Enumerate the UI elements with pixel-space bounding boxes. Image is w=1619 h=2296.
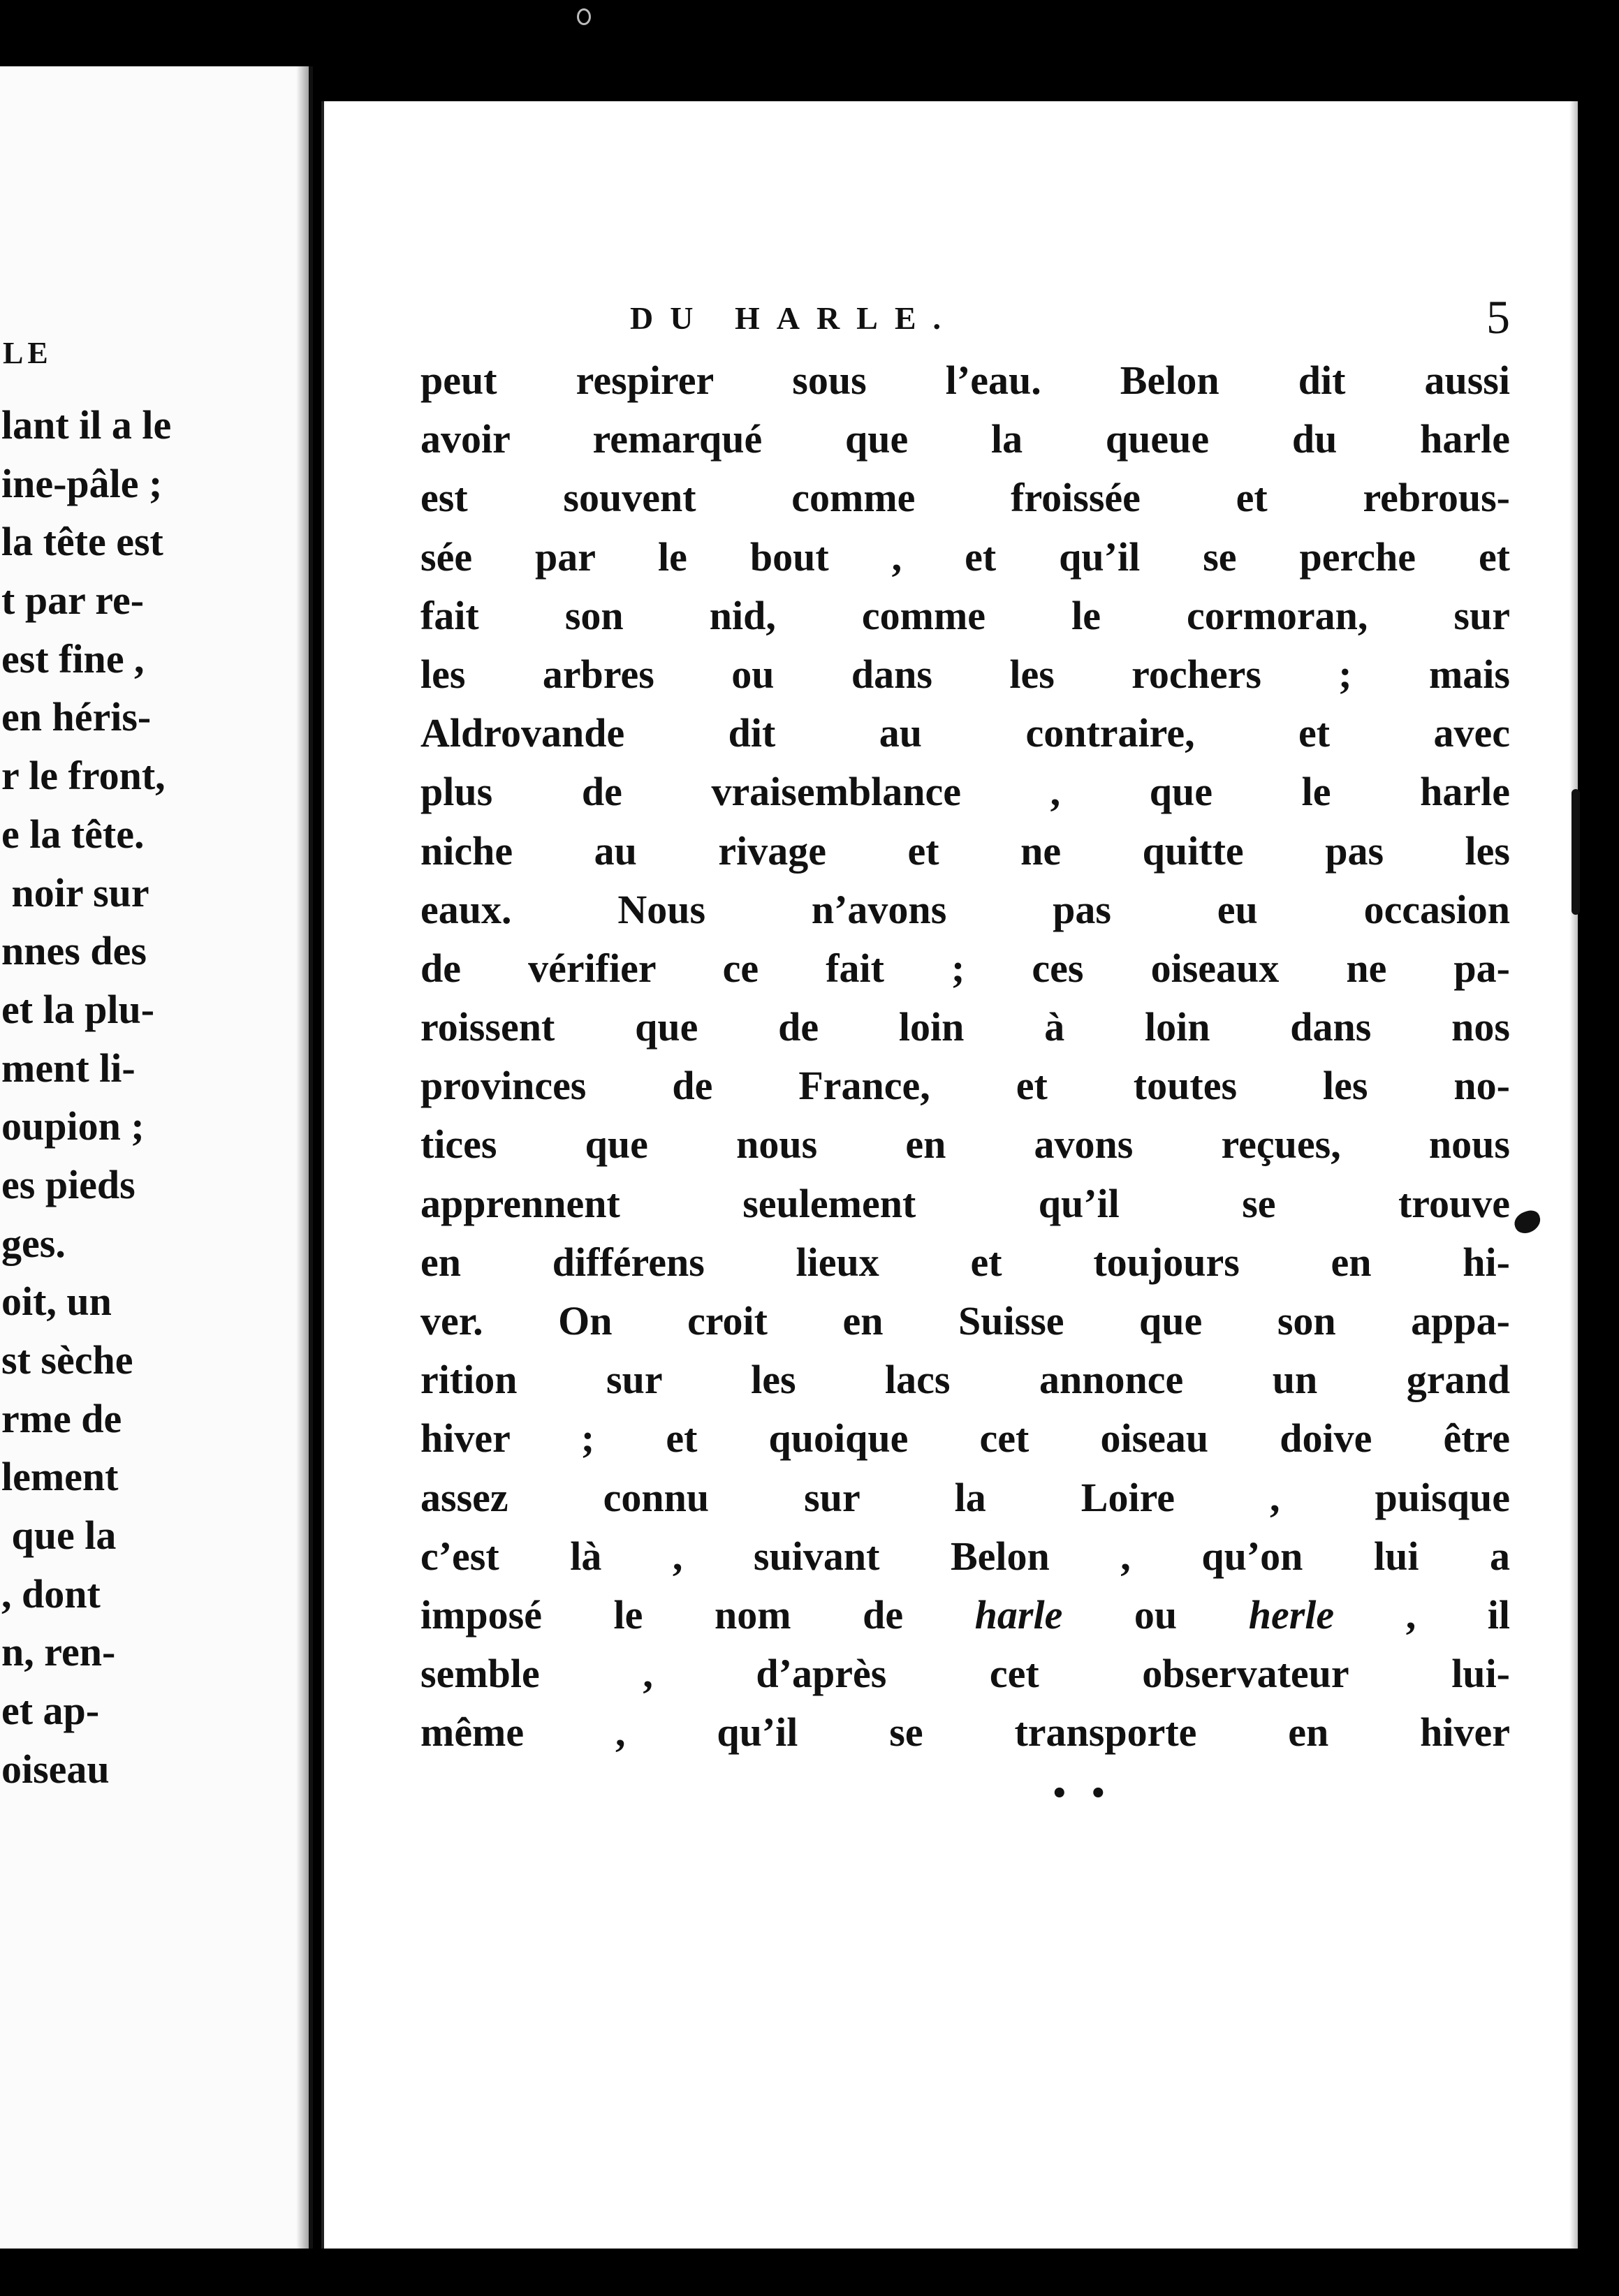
text-line-24: même , qu’il se transporte en hiver — [420, 1709, 1510, 1756]
left-text-line-24: oiseau — [1, 1746, 110, 1792]
text-line-9: niche au rivage et ne quitte pas les — [420, 827, 1510, 874]
left-text-line-1: lant il a le — [1, 402, 172, 448]
running-head — [630, 290, 1510, 346]
left-text-line-7: r le front, — [1, 753, 166, 799]
text-line-13: provinces de France, et toutes les no- — [420, 1063, 1510, 1109]
left-text-line-16: oit, un — [1, 1279, 112, 1325]
text-line-23: semble , d’après cet observateur lui- — [420, 1651, 1510, 1697]
text-line-21: c’est là , suivant Belon , qu’on lui a — [420, 1533, 1510, 1579]
left-text-line-21: , dont — [1, 1570, 101, 1617]
text-line-7: Aldrovande dit au contraire, et avec — [420, 710, 1510, 756]
text-line-20: assez connu sur la Loire , puisque — [420, 1474, 1510, 1520]
left-text-line-17: st sèche — [1, 1337, 133, 1383]
text-line-11: de vérifier ce fait ; ces oiseaux ne pa- — [420, 945, 1510, 991]
left-text-line-8: e la tête. — [1, 811, 145, 857]
text-line-1: peut respirer sous l’eau. Belon dit aussi — [420, 358, 1510, 403]
left-text-line-11: et la plu- — [1, 986, 155, 1032]
italic-word-herle: herle — [1248, 1591, 1335, 1638]
scan-artifact-dot — [577, 8, 591, 25]
left-text-line-23: et ap- — [1, 1688, 100, 1734]
left-text-line-10: nnes des — [1, 928, 147, 974]
left-text-line-15: ges. — [1, 1220, 66, 1266]
left-text-line-3: la tête est — [1, 519, 163, 565]
page-edge-shadow — [1569, 101, 1578, 2249]
left-text-line-6: en héris- — [1, 694, 152, 740]
text-line-10: eaux. Nous n’avons pas eu occasion — [420, 886, 1510, 932]
left-text-line-14: es pieds — [1, 1161, 135, 1207]
left-text-line-19: lement — [1, 1454, 119, 1500]
left-running-head: LE — [3, 336, 52, 370]
text-line-19: hiver ; et quoique cet oiseau doive être — [420, 1415, 1510, 1462]
left-text-line-5: est fine , — [1, 635, 145, 682]
running-title: DU HARLE. — [630, 300, 958, 336]
left-page-fragment — [0, 66, 313, 2249]
scan-edge-mark — [1572, 789, 1580, 915]
signature-mark: • • — [1050, 1777, 1113, 1810]
left-text-line-2: ine-pâle ; — [1, 460, 163, 506]
body-text — [420, 351, 1510, 1763]
text-line-2: avoir remarqué que la queue du harle — [420, 416, 1510, 462]
text-line-6: les arbres ou dans les rochers ; mais — [420, 651, 1510, 697]
left-page-text — [1, 396, 171, 1799]
left-text-line-13: oupion ; — [1, 1103, 145, 1149]
italic-word-harle: harle — [974, 1591, 1063, 1638]
left-text-line-9: noir sur — [1, 869, 149, 915]
text-line-15: apprennent seulement qu’il se trouve — [420, 1180, 1510, 1226]
text-line-5: fait son nid, comme le cormoran, sur — [420, 592, 1510, 638]
left-text-line-22: n, ren- — [1, 1629, 116, 1675]
left-text-line-4: t par re- — [1, 577, 145, 624]
text-line-18: rition sur les lacs annonce un grand — [420, 1357, 1510, 1403]
book-page — [321, 101, 1578, 2249]
text-line-16: en différens lieux et toujours en hi- — [420, 1239, 1510, 1285]
text-line-12: roissent que de loin à loin dans nos — [420, 1004, 1510, 1050]
text-line-4: sée par le bout , et qu’il se perche et — [420, 533, 1510, 580]
left-text-line-12: ment li- — [1, 1045, 135, 1091]
text-line-17: ver. On croit en Suisse que son appa- — [420, 1298, 1510, 1344]
gutter-shadow — [296, 66, 309, 2249]
text-line-14: tices que nous en avons reçues, nous — [420, 1121, 1510, 1168]
text-line-8: plus de vraisemblance , que le harle — [420, 769, 1510, 815]
text-line-3: est souvent comme froissée et rebrous- — [420, 475, 1510, 521]
page-number: 5 — [1486, 290, 1510, 344]
left-text-line-18: rme de — [1, 1395, 122, 1441]
left-text-line-20: que la — [1, 1513, 117, 1559]
text-line-22: imposé le nom de harle ou herle , il — [420, 1591, 1510, 1638]
